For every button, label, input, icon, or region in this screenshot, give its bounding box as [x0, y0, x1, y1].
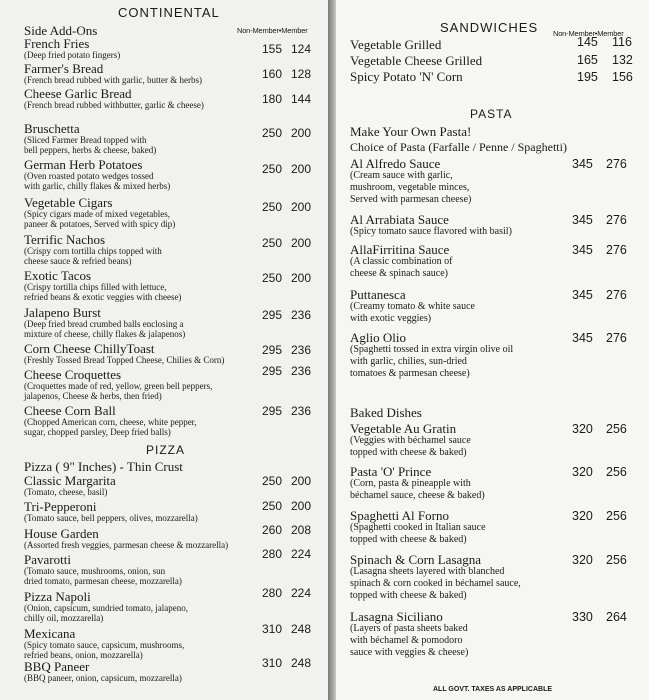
menu-item [350, 243, 452, 280]
item-description: (Deep fried potato fingers) [24, 50, 121, 60]
menu-item [24, 660, 182, 683]
member-price: 236 [291, 364, 312, 378]
member-price: 116 [612, 35, 632, 49]
non-member-price: 145 [577, 35, 598, 49]
item-description: (Spicy tomato sauce, capsicum, mushrooms, [24, 640, 185, 650]
member-price: 208 [291, 523, 312, 537]
menu-item [24, 527, 228, 550]
item-name: Vegetable Cigars [24, 195, 113, 210]
non-member-price: 310 [262, 622, 283, 636]
non-member-price: 250 [262, 162, 283, 176]
item-description: with garlic, chilies, sun-dried [350, 356, 467, 367]
item-name: Mexicana [24, 626, 76, 641]
member-price: 256 [606, 422, 627, 436]
member-price: 200 [291, 162, 312, 176]
item-name: Spinach & Corn Lasagna [350, 552, 482, 567]
item-name: House Garden [24, 526, 99, 541]
menu-item [350, 509, 486, 546]
item-description: (Spaghetti cooked in Italian sauce [350, 522, 486, 533]
item-description: (BBQ paneer, onion, capsicum, mozzarella) [24, 673, 182, 683]
item-name: Farmer's Bread [24, 61, 104, 76]
item-description: bell peppers, herbs & cheese, baked) [24, 145, 157, 155]
item-description: (Croquettes made of red, yellow, green bell peppers, [24, 381, 213, 391]
member-price: 200 [291, 499, 312, 513]
item-name: Pavarotti [24, 552, 71, 567]
item-name: Pasta 'O' Prince [350, 464, 432, 479]
item-description: with béchamel & pomodoro [350, 635, 463, 646]
item-name: Jalapeno Burst [24, 305, 101, 320]
member-price: 256 [606, 509, 627, 523]
item-description: jalapenos, Cheese & herbs, then fried) [24, 391, 162, 401]
member-price: 276 [606, 157, 627, 171]
item-description: (Cream sauce with garlic, [350, 170, 453, 181]
member-price: 256 [606, 553, 627, 567]
member-price: 200 [291, 126, 312, 140]
menu-item [24, 233, 162, 266]
item-name: Pizza Napoli [24, 589, 91, 604]
item-name: Cheese Garlic Bread [24, 86, 132, 101]
member-price: 276 [606, 243, 627, 257]
member-price: 144 [291, 92, 312, 106]
item-name: Bruschetta [24, 121, 80, 136]
item-description: topped with cheese & baked) [350, 534, 467, 545]
menu-item [24, 62, 202, 85]
non-member-price: 295 [262, 308, 283, 322]
item-description: (Crispy corn tortilla chips topped with [24, 246, 162, 256]
item-name: Al Arrabiata Sauce [350, 212, 449, 227]
item-description: sauce with veggies & cheese) [350, 647, 469, 658]
item-name: BBQ Paneer [24, 659, 90, 674]
non-member-price: 295 [262, 364, 283, 378]
item-description: tomatoes & parmesan cheese) [350, 368, 470, 379]
menu-item [350, 465, 485, 502]
item-description: (Spicy tomato sauce flavored with basil) [350, 226, 512, 237]
item-description: (French bread rubbed with garlic, butter & herbs) [24, 75, 202, 85]
item-name: Cheese Croquettes [24, 367, 122, 382]
member-price-header: Non-Member•Member [237, 26, 308, 35]
item-description: (Spaghetti tossed in extra virgin olive oil [350, 344, 514, 355]
item-description: dried tomato, parmesan cheese, mozzarella) [24, 576, 182, 586]
item-description: (Chopped American corn, cheese, white pepper, [24, 417, 197, 427]
item-description: (Creamy tomato & white sauce [350, 301, 475, 312]
non-member-price: 250 [262, 236, 283, 250]
non-member-price: 345 [572, 243, 593, 257]
non-member-price: 345 [572, 213, 593, 227]
member-price: 236 [291, 404, 312, 418]
item-description: (Tomato, cheese, basil) [24, 487, 108, 497]
non-member-price: 195 [577, 70, 598, 84]
non-member-price: 320 [572, 509, 593, 523]
item-name: French Fries [24, 36, 90, 51]
item-description: (Corn, pasta & pineapple with [350, 478, 471, 489]
member-price: 236 [291, 343, 312, 357]
non-member-price: 295 [262, 404, 283, 418]
item-name: Exotic Tacos [24, 268, 92, 283]
pizza-header: PIZZA [146, 443, 186, 457]
menu-item [350, 54, 482, 67]
menu-item [24, 590, 188, 623]
pizza-subtitle: Pizza ( 9" Inches) - Thin Crust [24, 459, 183, 474]
item-name: Corn Cheese ChillyToast [24, 341, 155, 356]
member-price: 256 [606, 465, 627, 479]
menu-item [350, 331, 513, 380]
non-member-price: 280 [262, 547, 283, 561]
item-description: (Deep fried bread crumbed balls enclosing a [24, 319, 184, 329]
member-price: 156 [612, 70, 633, 84]
item-description: topped with cheese & baked) [350, 447, 467, 458]
non-member-price: 260 [262, 523, 283, 537]
menu-item [24, 269, 181, 302]
menu-item [24, 122, 156, 155]
non-member-price: 180 [262, 92, 283, 106]
item-description: (Onion, capsicum, sundried tomato, jalapeno, [24, 603, 188, 613]
item-name: Lasagna Siciliano [350, 609, 443, 624]
item-description: (Crispy tortilla chips filled with lettuce, [24, 282, 167, 292]
menu-item [350, 38, 441, 51]
item-description: mixture of cheese, chilly flakes & jalapenos) [24, 329, 186, 339]
continental-header: CONTINENTAL [118, 5, 220, 20]
non-member-price: 320 [572, 465, 593, 479]
item-description: (Oven roasted potato wedges tossed [24, 171, 154, 181]
item-name: Aglio Olio [350, 330, 406, 345]
non-member-price: 250 [262, 499, 283, 513]
item-description: (Freshly Tossed Bread Topped Cheese, Chilies & Corn) [24, 355, 225, 365]
menu-item [24, 368, 212, 401]
right-menu-page [336, 0, 649, 700]
non-member-price: 345 [572, 288, 593, 302]
item-description: (Assorted fresh veggies, parmesan cheese & mozzarella) [24, 540, 229, 550]
non-member-price: 345 [572, 157, 593, 171]
member-price-header: Non-Member•Member [553, 29, 624, 38]
item-description: (Lasagna sheets layered with blanched [350, 566, 505, 577]
menu-item [350, 157, 471, 206]
item-name: Puttanesca [350, 287, 406, 302]
item-description: chilly oil, mozzarella) [24, 613, 104, 623]
item-name: Vegetable Grilled [350, 37, 442, 52]
menu-item [24, 158, 170, 191]
menu-item [350, 553, 521, 602]
member-price: 276 [606, 213, 627, 227]
side-addons-title: Side Add-Ons [24, 23, 98, 38]
member-price: 200 [291, 474, 312, 488]
item-description: (Tomato sauce, mushrooms, onion, sun [24, 566, 166, 576]
item-description: mushroom, vegetable minces, [350, 182, 470, 193]
menu-item [24, 37, 120, 60]
pasta-header: PASTA [470, 107, 513, 121]
tax-footer: ALL GOVT. TAXES AS APPLICABLE [433, 686, 553, 693]
member-price: 132 [612, 53, 633, 67]
item-description: paneer & potatoes, Served with spicy dip) [24, 219, 176, 229]
item-name: Classic Margarita [24, 473, 116, 488]
member-price: 248 [291, 656, 312, 670]
pasta-intro: Make Your Own Pasta! [350, 124, 472, 139]
item-name: AllaFirritina Sauce [350, 242, 450, 257]
book-gutter [328, 0, 336, 700]
item-description: spinach & corn cooked in béchamel sauce, [350, 578, 521, 589]
member-price: 224 [291, 586, 312, 600]
non-member-price: 160 [262, 67, 283, 81]
menu-item [350, 422, 471, 459]
menu-item [24, 404, 197, 437]
menu-item [24, 196, 175, 229]
non-member-price: 155 [262, 42, 283, 56]
member-price: 276 [606, 331, 627, 345]
menu-item [24, 342, 224, 365]
item-description: béchamel sauce, cheese & baked) [350, 490, 485, 501]
sandwiches-header: SANDWICHES [440, 20, 539, 35]
menu-item [350, 610, 468, 659]
member-price: 128 [291, 67, 312, 81]
baked-dishes-header: Baked Dishes [350, 405, 422, 420]
item-description: sugar, chopped parsley, Deep fried balls) [24, 427, 171, 437]
item-description: cheese sauce & refried beans) [24, 256, 132, 266]
member-price: 248 [291, 622, 312, 636]
item-description: (Sliced Farmer Bread topped with [24, 135, 147, 145]
non-member-price: 250 [262, 200, 283, 214]
menu-item [24, 474, 116, 497]
non-member-price: 330 [572, 610, 593, 624]
item-description: (French bread rubbed withbutter, garlic & cheese) [24, 100, 204, 110]
menu-item [24, 627, 184, 660]
member-price: 200 [291, 271, 312, 285]
item-description: topped with cheese & baked) [350, 590, 467, 601]
item-description: refried beans, onion, mozzarella) [24, 650, 143, 660]
item-name: Al Alfredo Sauce [350, 156, 441, 171]
item-description: (Layers of pasta sheets baked [350, 623, 468, 634]
member-price: 200 [291, 200, 312, 214]
non-member-price: 250 [262, 474, 283, 488]
item-description: (Veggies with béchamel sauce [350, 435, 471, 446]
pasta-choice: Choice of Pasta (Farfalle / Penne / Spaghetti) [350, 140, 567, 154]
item-description: refried beans & exotic veggies with cheese) [24, 292, 182, 302]
non-member-price: 310 [262, 656, 283, 670]
menu-item [24, 500, 198, 523]
non-member-price: 345 [572, 331, 593, 345]
item-description: with garlic, chilly flakes & mixed herbs) [24, 181, 171, 191]
member-price: 264 [606, 610, 627, 624]
item-name: Spicy Potato 'N' Corn [350, 69, 463, 84]
menu-item [24, 553, 182, 586]
item-name: Tri-Pepperoni [24, 499, 97, 514]
non-member-price: 165 [577, 53, 598, 67]
non-member-price: 320 [572, 553, 593, 567]
non-member-price: 295 [262, 343, 283, 357]
item-description: (Spicy cigars made of mixed vegetables, [24, 209, 170, 219]
item-name: Cheese Corn Ball [24, 403, 116, 418]
member-price: 224 [291, 547, 312, 561]
menu-item [24, 306, 185, 339]
menu-item [350, 213, 512, 238]
non-member-price: 250 [262, 271, 283, 285]
menu-item [24, 87, 204, 110]
item-name: Vegetable Au Gratin [350, 421, 457, 436]
member-price: 124 [291, 42, 312, 56]
item-name: Terrific Nachos [24, 232, 106, 247]
item-description: cheese & spinach sauce) [350, 268, 449, 279]
member-price: 276 [606, 288, 627, 302]
item-description: with exotic veggies) [350, 313, 432, 324]
menu-item [350, 70, 463, 83]
non-member-price: 250 [262, 126, 283, 140]
item-name: Vegetable Cheese Grilled [350, 53, 483, 68]
member-price: 236 [291, 308, 312, 322]
non-member-price: 320 [572, 422, 593, 436]
item-name: German Herb Potatoes [24, 157, 143, 172]
item-description: Served with parmesan cheese) [350, 194, 472, 205]
item-description: (A classic combination of [350, 256, 453, 267]
member-price: 200 [291, 236, 312, 250]
menu-item [350, 288, 475, 325]
item-name: Spaghetti Al Forno [350, 508, 449, 523]
non-member-price: 280 [262, 586, 283, 600]
item-description: (Tomato sauce, bell peppers, olives, mozzarella) [24, 513, 198, 523]
